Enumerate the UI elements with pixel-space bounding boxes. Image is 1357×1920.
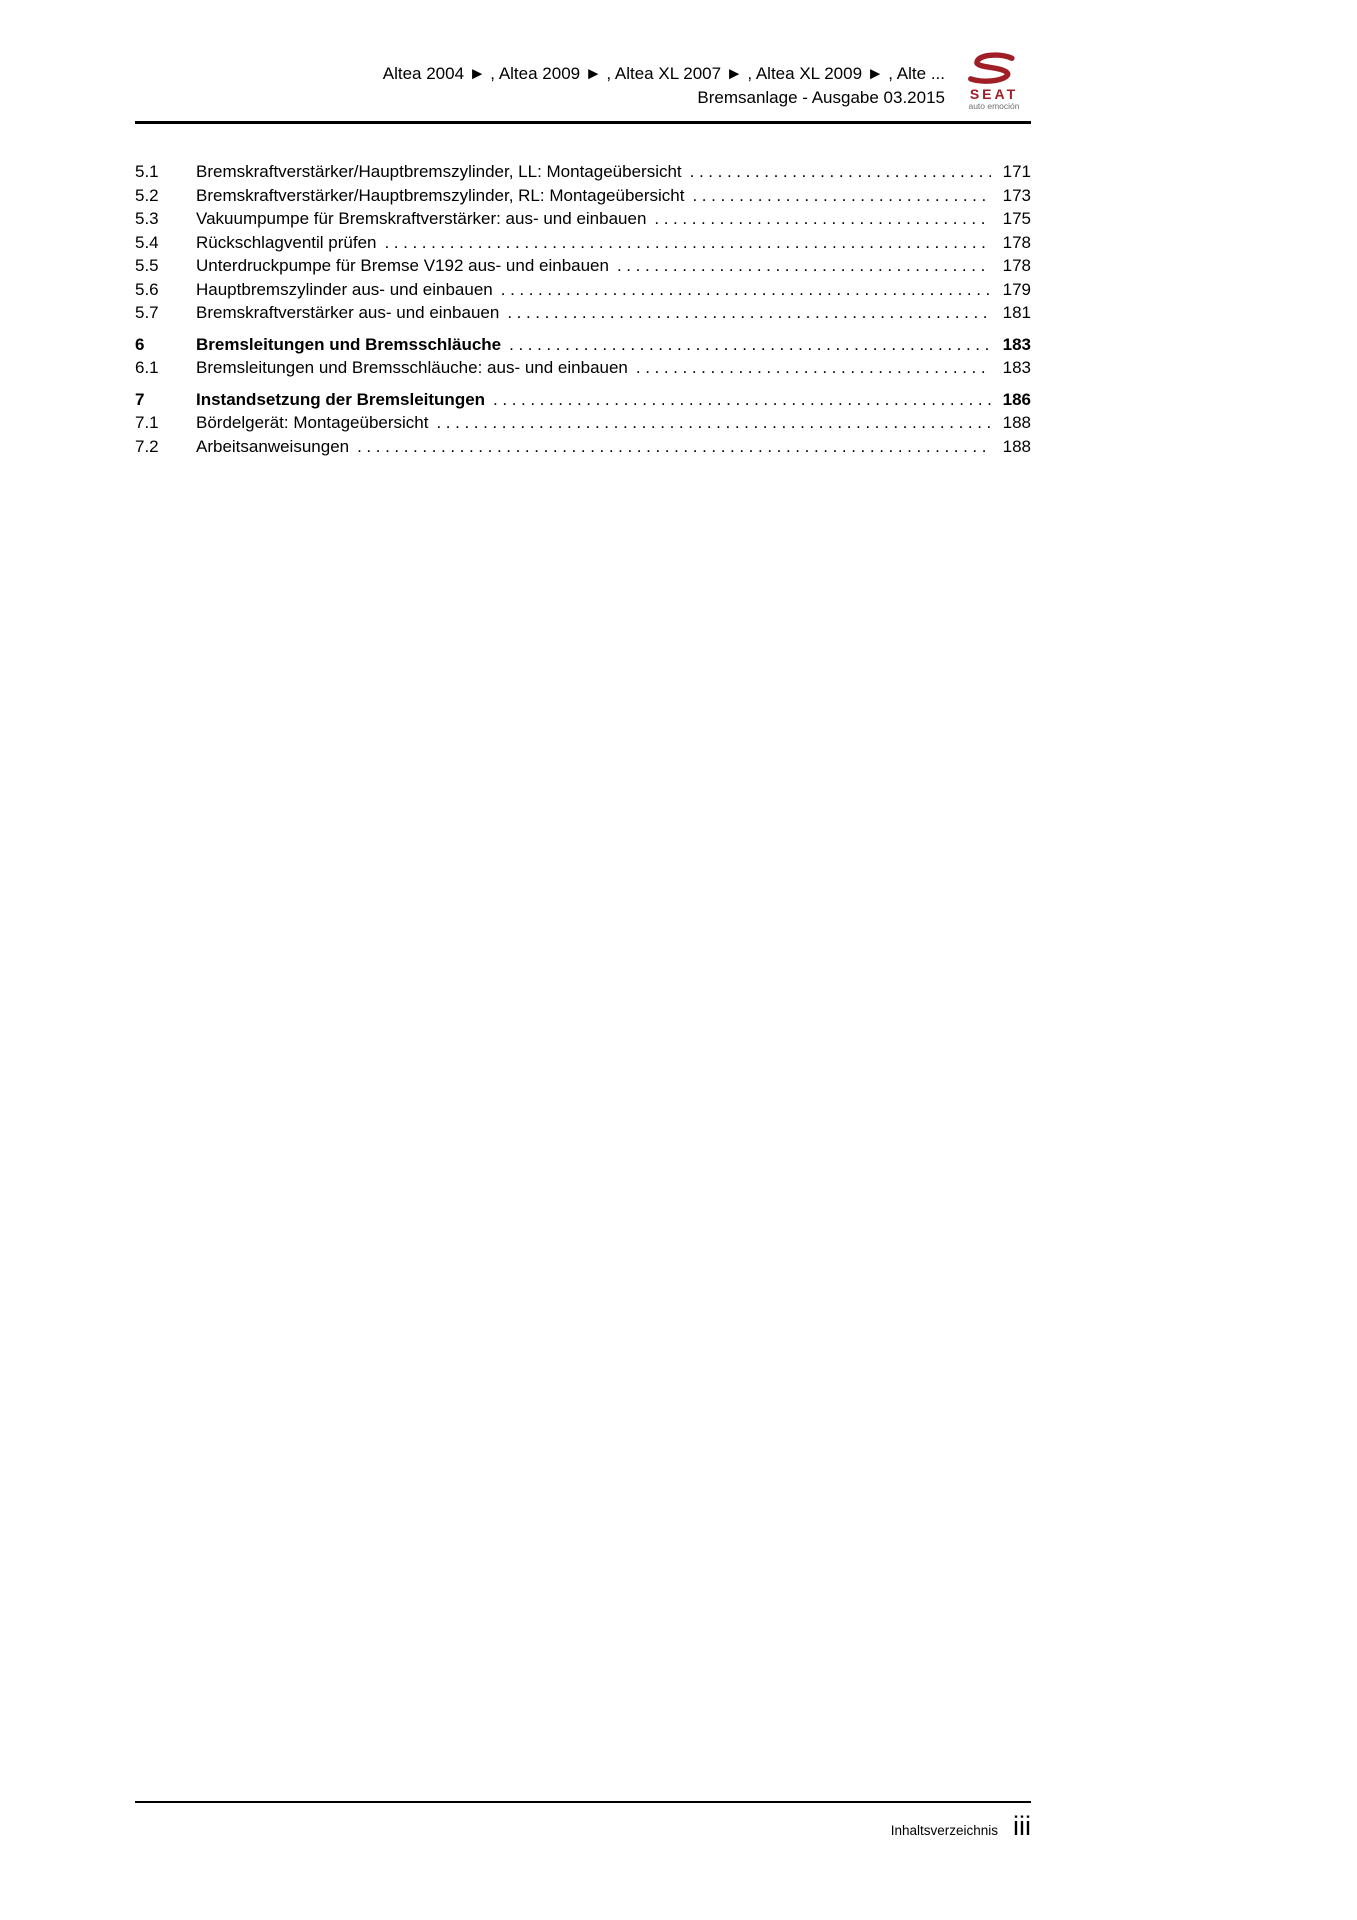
- table-of-contents: [135, 160, 1031, 458]
- toc-entry: [135, 231, 1031, 255]
- toc-entry-page: 179: [1002, 279, 1031, 299]
- toc-entry-number: 5.1: [135, 162, 159, 181]
- toc-dot-leader: [617, 254, 991, 278]
- toc-dot-leader: [493, 388, 991, 412]
- toc-entry-number: 5.2: [135, 185, 159, 205]
- toc-dot-leader: [636, 356, 991, 380]
- seat-logo: [957, 52, 1031, 112]
- page-header: [135, 52, 1031, 112]
- toc-dot-leader: [507, 301, 991, 325]
- toc-entry-title: Vakuumpumpe für Bremskraftverstärker: aus- und einbauen: [196, 209, 647, 228]
- toc-entry-number: 5.6: [135, 279, 159, 299]
- footer-divider: [135, 1801, 1031, 1803]
- toc-entry-page: 188: [1002, 413, 1031, 432]
- toc-entry: [135, 356, 1031, 380]
- footer-section-label: Inhaltsverzeichnis: [890, 1823, 998, 1838]
- toc-entry-number: 5.5: [135, 256, 159, 275]
- toc-entry-page: 178: [1002, 232, 1031, 252]
- toc-entry-chapter: [135, 388, 1031, 412]
- toc-entry-number: 5.7: [135, 303, 159, 322]
- toc-entry-page: 178: [1002, 256, 1031, 275]
- toc-entry: [135, 207, 1031, 231]
- header-divider: [135, 121, 1031, 124]
- toc-entry-page: 183: [1002, 358, 1031, 377]
- toc-entry-title: Bremskraftverstärker/Hauptbremszylinder, LL: Montageübersicht: [196, 162, 682, 181]
- toc-entry-title: Bördelgerät: Montageübersicht: [196, 413, 429, 432]
- toc-entry-number: 5.4: [135, 232, 159, 252]
- toc-entry-page: 171: [1002, 162, 1031, 181]
- toc-entry-title: Bremsleitungen und Bremsschläuche: [196, 334, 502, 354]
- toc-entry: [135, 184, 1031, 208]
- toc-entry-title: Unterdruckpumpe für Bremse V192 aus- und einbauen: [196, 256, 609, 275]
- toc-entry-number: 7.2: [135, 436, 159, 456]
- toc-entry-page: 181: [1002, 303, 1031, 322]
- toc-dot-leader: [690, 160, 991, 184]
- toc-entry-chapter: [135, 333, 1031, 357]
- toc-entry-number: 6.1: [135, 358, 159, 377]
- toc-entry-number: 7: [135, 389, 145, 409]
- toc-entry-number: 6: [135, 334, 145, 354]
- footer-page-number: iii: [1013, 1811, 1031, 1841]
- toc-entry-title: Instandsetzung der Bremsleitungen: [196, 389, 486, 409]
- toc-entry-page: 173: [1002, 185, 1031, 205]
- seat-wordmark: SEAT: [969, 86, 1019, 102]
- toc-entry: [135, 435, 1031, 459]
- toc-dot-leader: [436, 411, 991, 435]
- toc-entry: [135, 301, 1031, 325]
- toc-entry-page: 188: [1002, 436, 1031, 456]
- toc-entry-title: Arbeitsanweisungen: [196, 436, 350, 456]
- seat-tagline: auto emoción: [968, 101, 1020, 111]
- toc-entry-page: 186: [1002, 389, 1031, 409]
- toc-entry: [135, 278, 1031, 302]
- toc-entry: [135, 160, 1031, 184]
- toc-entry-title: Bremsleitungen und Bremsschläuche: aus- und einbauen: [196, 358, 628, 377]
- toc-dot-leader: [384, 231, 991, 255]
- toc-entry-title: Bremskraftverstärker aus- und einbauen: [196, 303, 500, 322]
- toc-entry-page: 183: [1002, 334, 1031, 354]
- toc-entry: [135, 411, 1031, 435]
- toc-entry-title: Bremskraftverstärker/Hauptbremszylinder, RL: Montageübersicht: [196, 185, 685, 205]
- seat-s-icon: [957, 52, 1031, 86]
- toc-dot-leader: [692, 184, 991, 208]
- toc-dot-leader: [509, 333, 991, 357]
- header-model-list: Altea 2004 ► , Altea 2009 ► , Altea XL 2007 ► , Altea XL 2009 ► , Alte ...: [382, 64, 945, 83]
- toc-entry-number: 5.3: [135, 209, 159, 228]
- toc-entry-title: Rückschlagventil prüfen: [196, 232, 377, 252]
- header-edition-line: Bremsanlage - Ausgabe 03.2015: [697, 88, 945, 107]
- toc-dot-leader: [501, 278, 991, 302]
- toc-dot-leader: [357, 435, 991, 459]
- toc-entry: [135, 254, 1031, 278]
- page-footer: [135, 1810, 1031, 1842]
- toc-entry-number: 7.1: [135, 413, 159, 432]
- toc-dot-leader: [654, 207, 991, 231]
- header-text-block: [135, 62, 957, 112]
- toc-entry-title: Hauptbremszylinder aus- und einbauen: [196, 279, 493, 299]
- toc-entry-page: 175: [1002, 209, 1031, 228]
